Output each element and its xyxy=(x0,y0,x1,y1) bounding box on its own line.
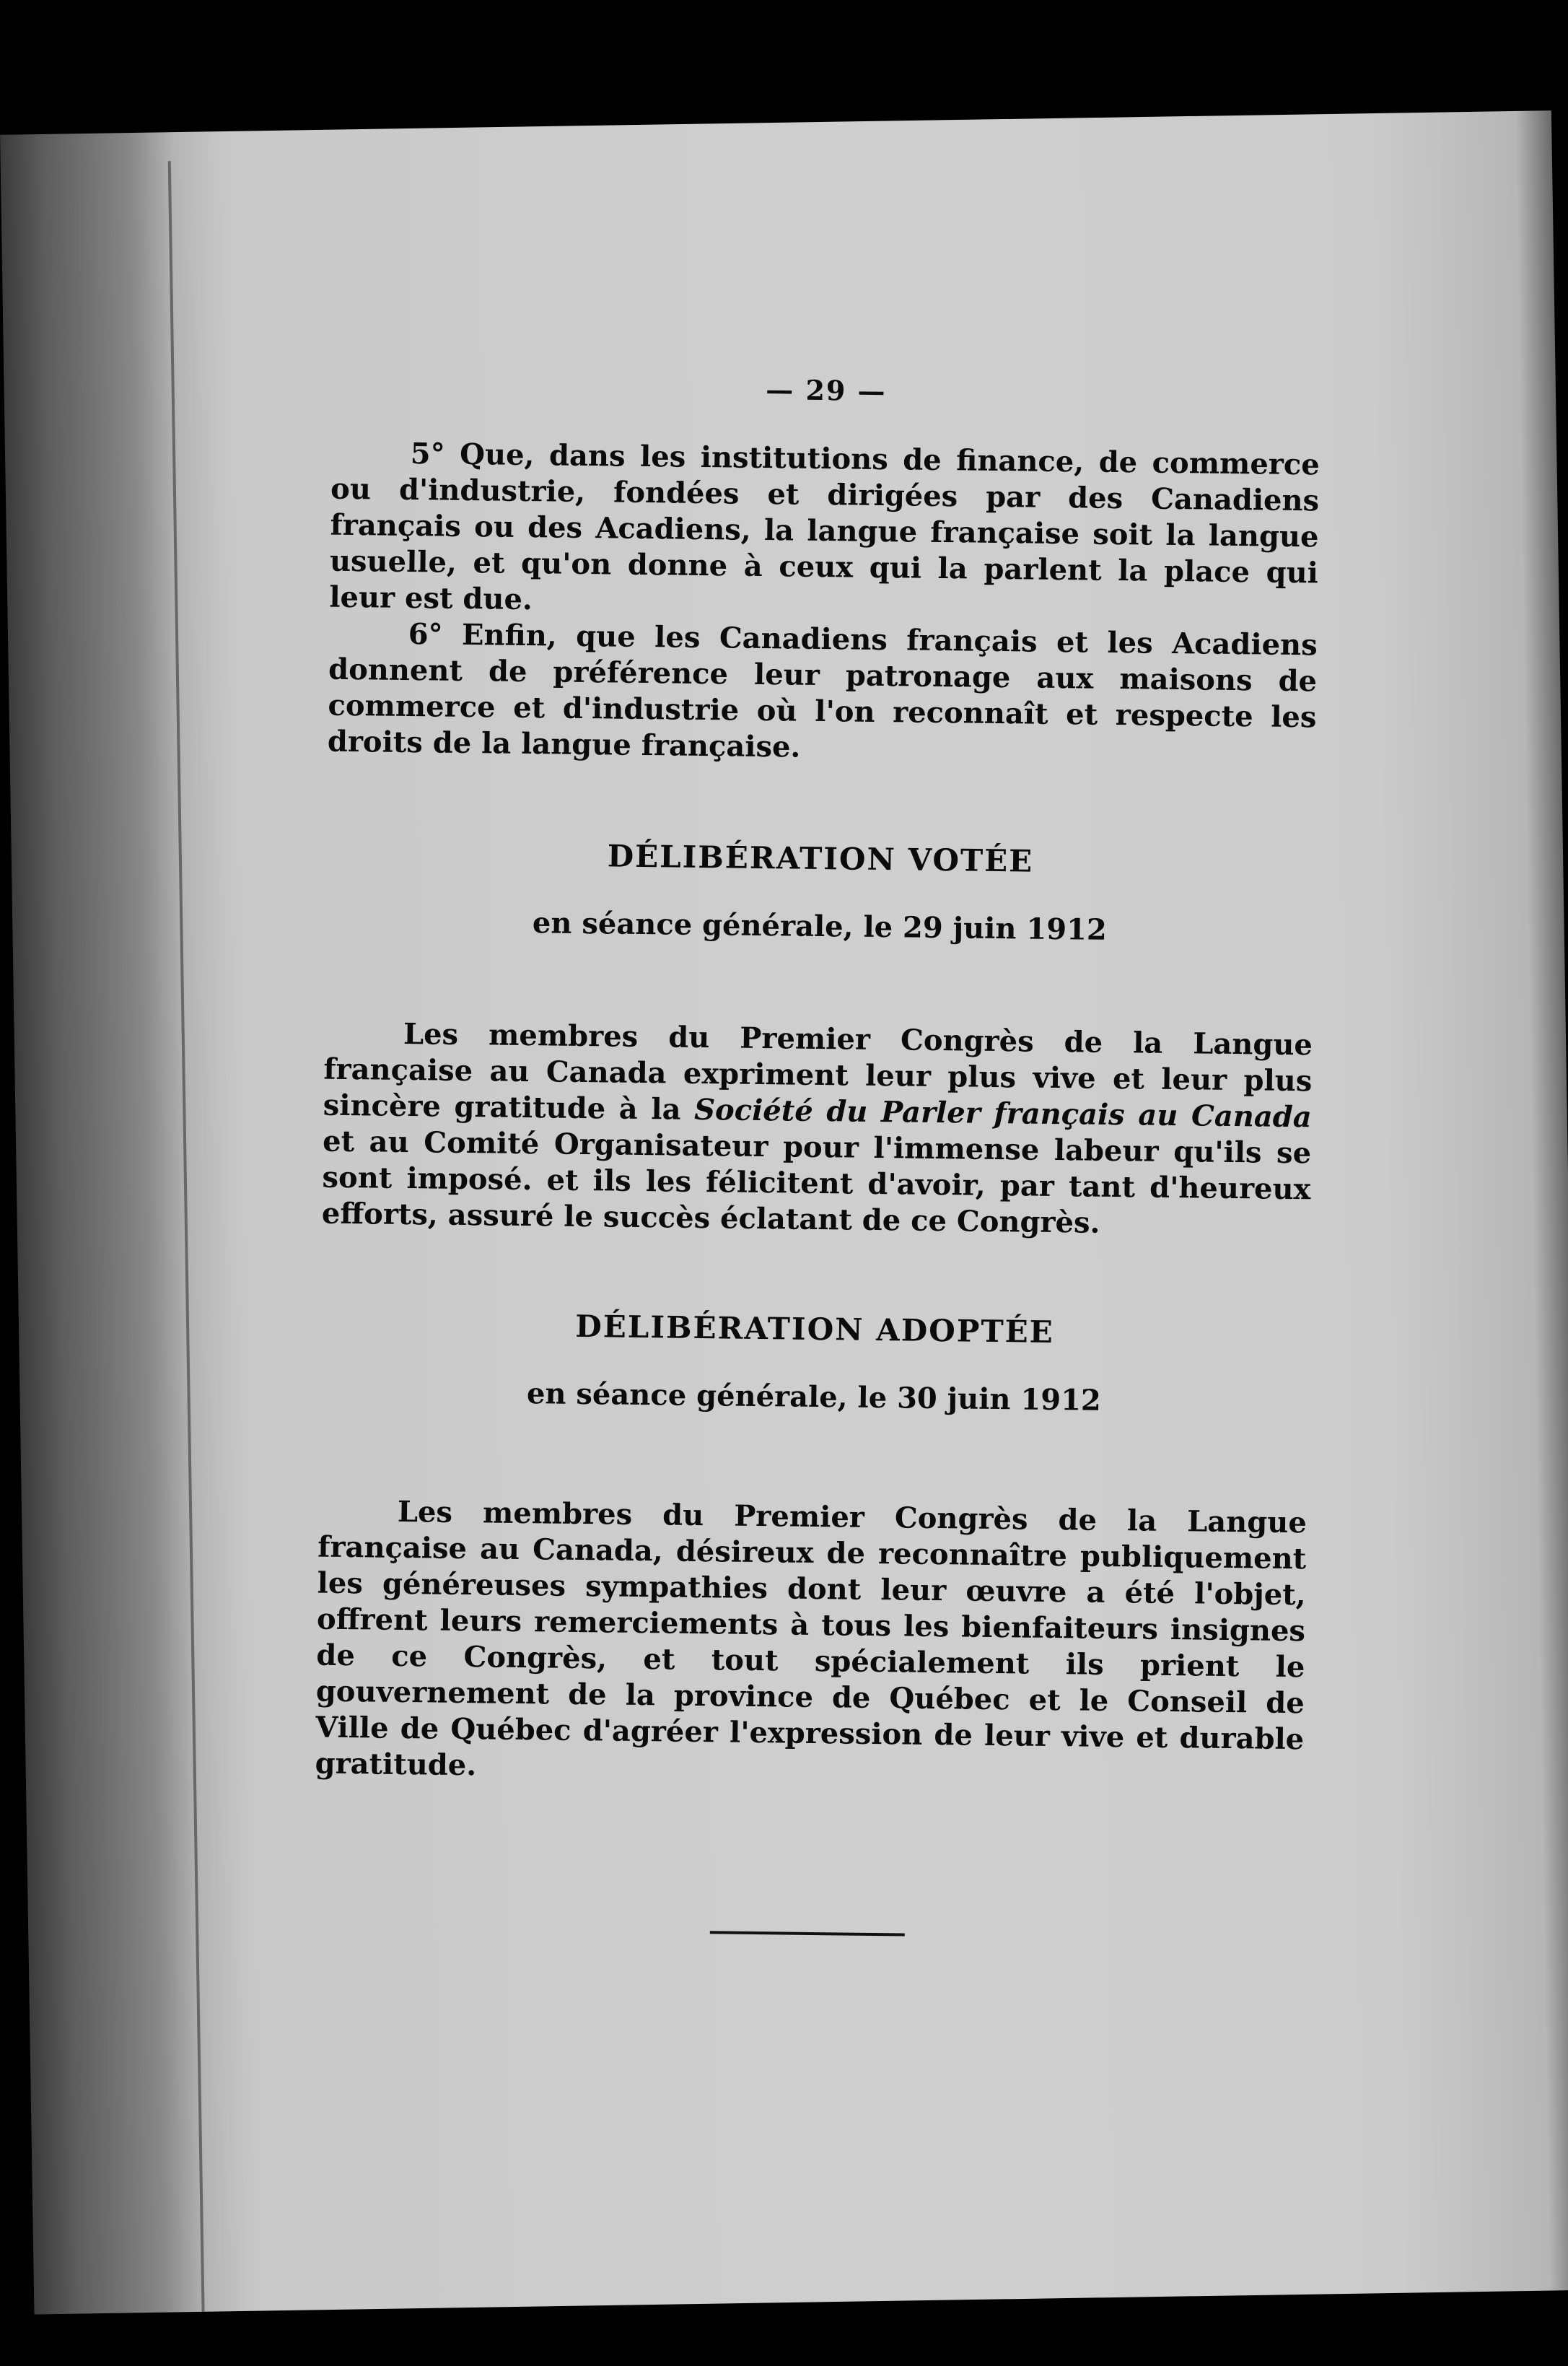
page-number: — 29 — xyxy=(765,373,887,408)
deliberation-2-title: DÉLIBÉRATION ADOPTÉE xyxy=(575,1308,1054,1350)
deliberation-1-subtitle: en séance générale, le 29 juin 1912 xyxy=(532,906,1108,947)
deliberation-1-society-name: Société du Parler français au Canada xyxy=(693,1092,1312,1135)
deliberation-1-paragraph xyxy=(322,1016,1313,1244)
page-gutter-shadow xyxy=(0,131,250,2314)
deliberation-2-paragraph: Les membres du Premier Congrès de la Langue française au Canada, désireux de reconnaître publiquement les généreuses sympathies dont leur œuvre a été l'objet, offrent leurs remerciements à tous les bienfaiteurs insignes de ce Congrès, et tout spécialement ils prient le gouvernement de la province de Québec et le Conseil de Ville de Québec d'agréer l'expression de leur vive et durable gratitude. xyxy=(315,1494,1308,1783)
deliberation-2-subtitle: en séance générale, le 30 juin 1912 xyxy=(526,1376,1102,1418)
deliberation-1-text-before: Les membres du Premier Congrès de la Langue française au Canada expriment leur plus vive et leur plus sincère gratitude à la xyxy=(323,1016,1313,1127)
scanned-page xyxy=(0,110,1568,2314)
page-content xyxy=(313,368,1320,1942)
deliberation-1-text-after: et au Comité Organisateur pour l'immense labeur qu'ils se sont imposé. et ils les félicitent d'avoir, par tant d'heureux efforts, assuré le succès éclatant de ce Congrès. xyxy=(321,1124,1312,1240)
deliberation-1-title: DÉLIBÉRATION VOTÉE xyxy=(607,838,1034,879)
resolution-5-paragraph: 5° Que, dans les institutions de finance, de commerce ou d'industrie, fondées et dirigées par des Canadiens français ou des Acadiens, la langue française soit la langue usuelle, et qu'on donne à ceux qui la parlent la place qui leur est due. xyxy=(329,437,1320,617)
resolution-6-paragraph: 6° Enfin, que les Canadiens français et les Acadiens donnent de préférence leur patronage aux maisons de commerce et d'industrie où l'on reconnaît et respecte les droits de la langue française. xyxy=(327,617,1318,764)
